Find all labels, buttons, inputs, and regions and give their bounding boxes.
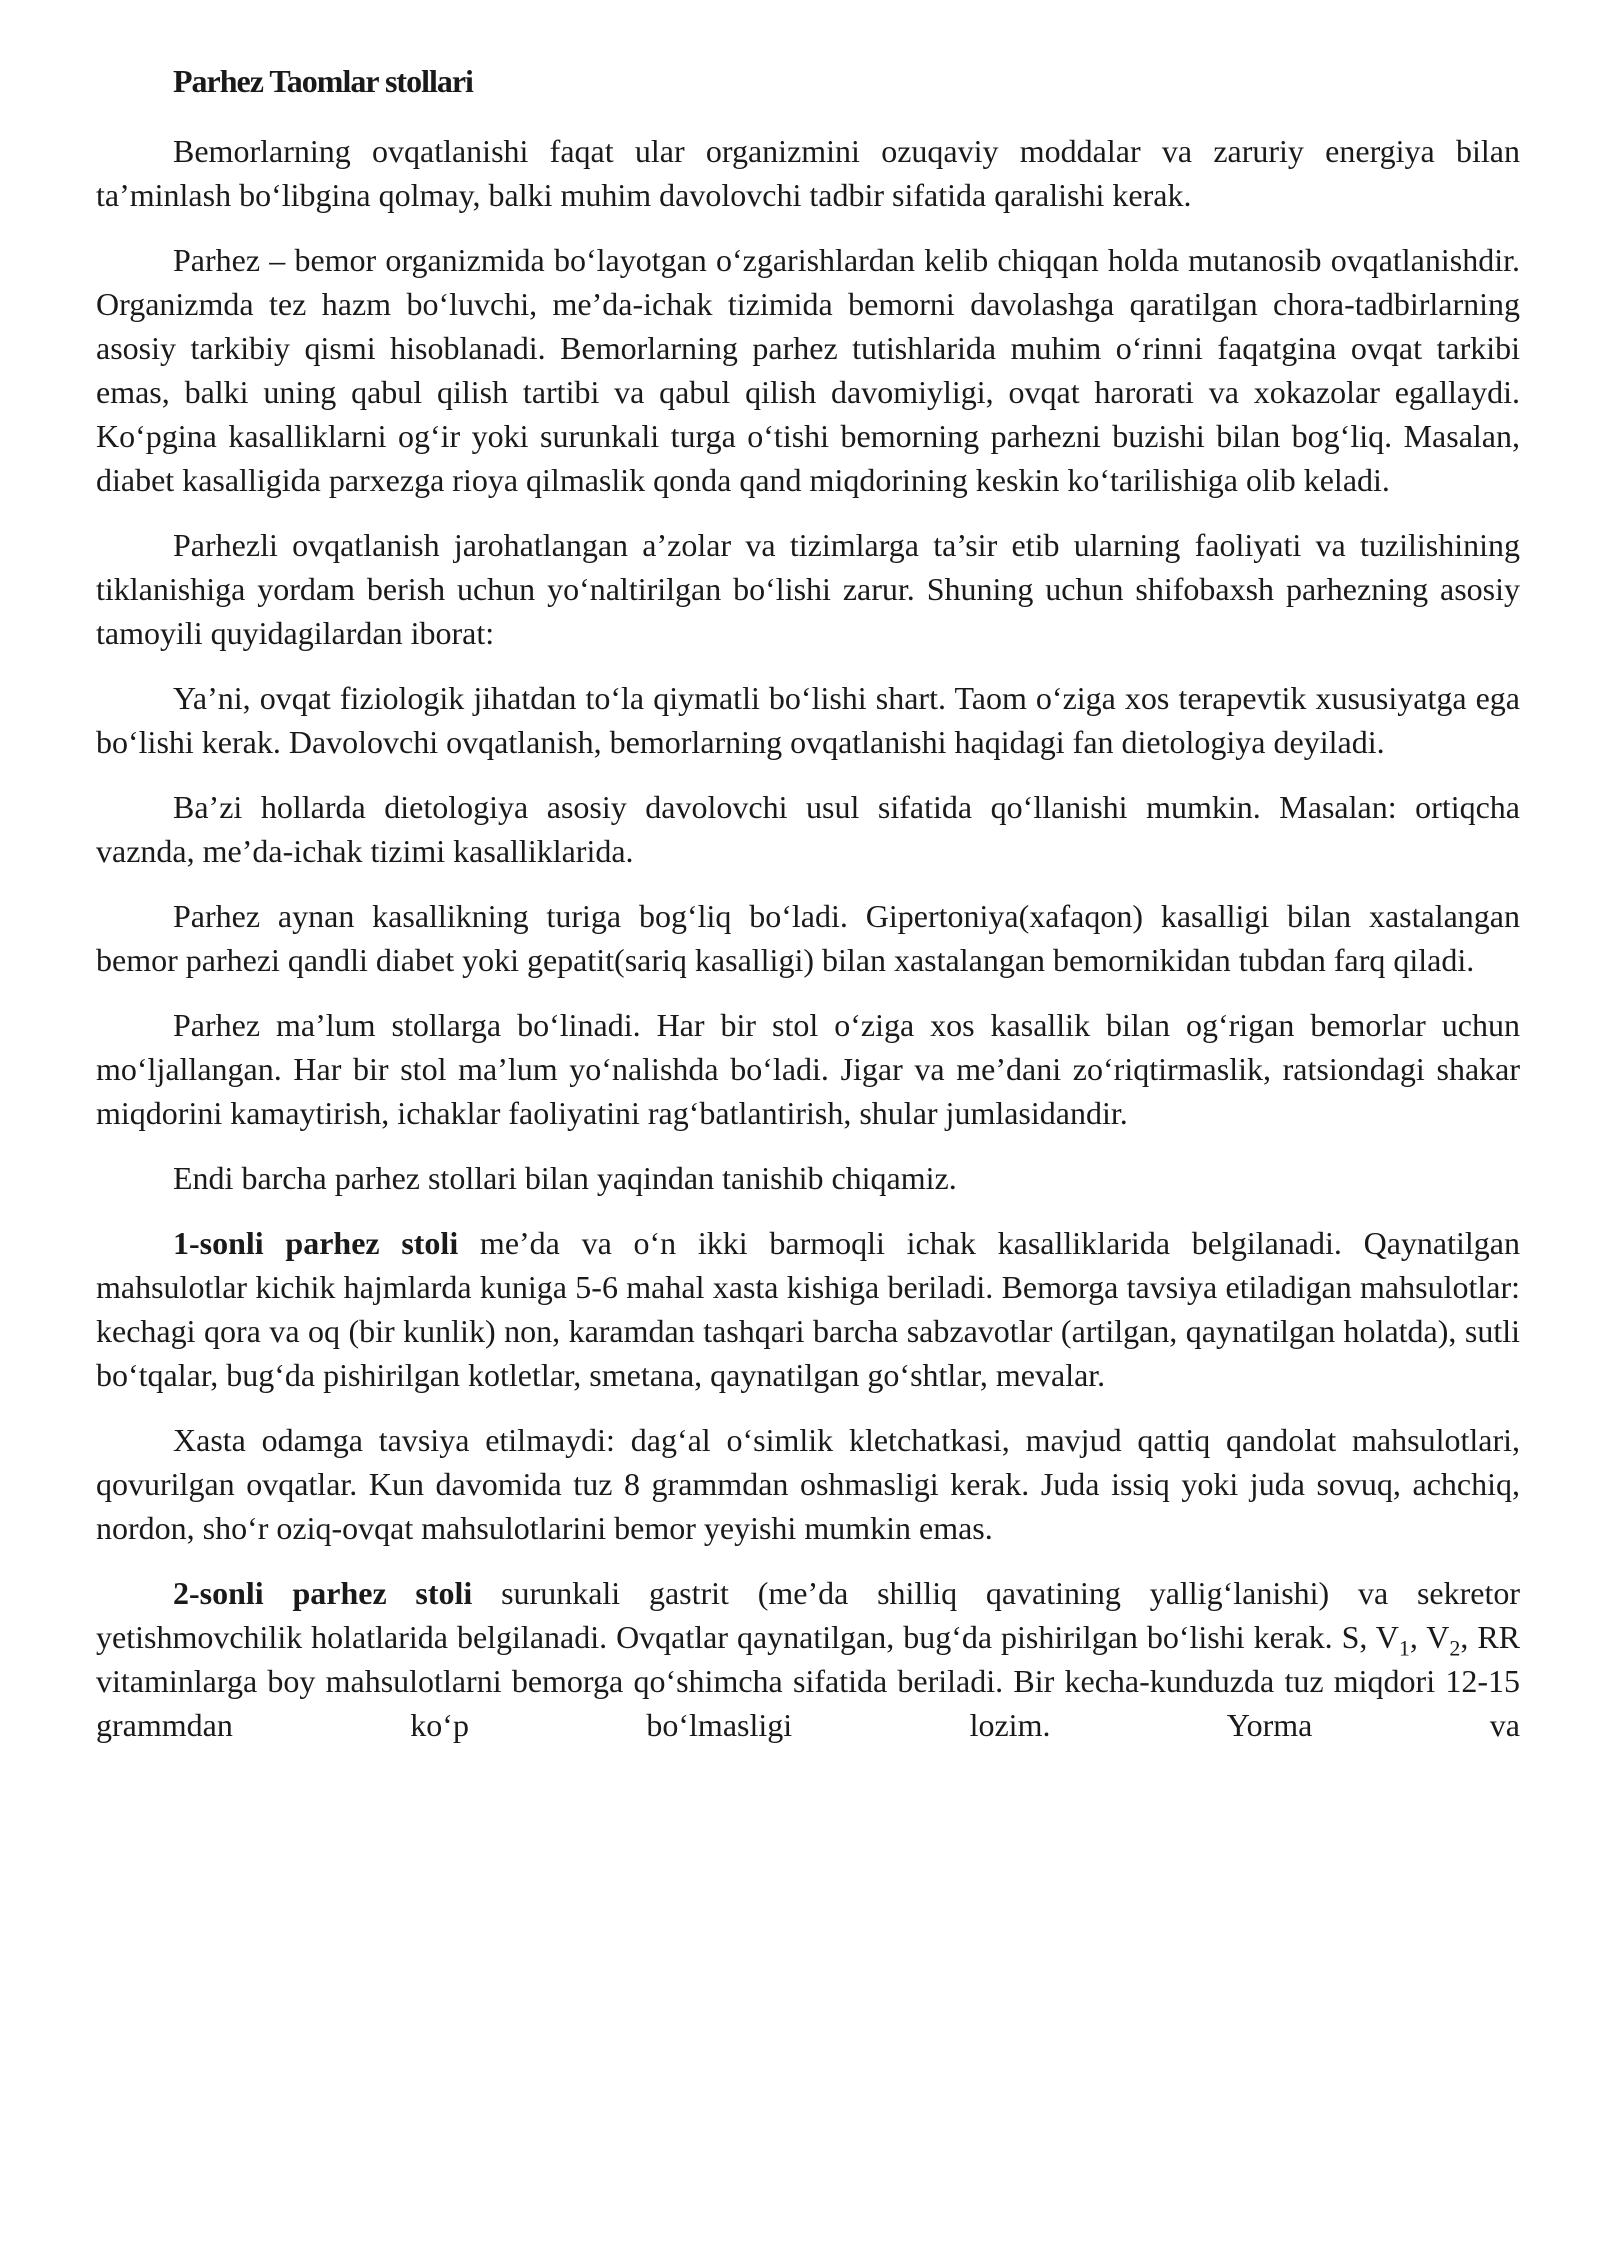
paragraph-intro-tables: Endi barcha parhez stollari bilan yaqindan tanishib chiqamiz. bbox=[173, 1160, 957, 1196]
paragraph-tables-division: Parhez ma’lum stollarga bo‘linadi. Har bir stol o‘ziga xos kasallik bilan og‘rigan bemorlar uchun mo‘ljallangan. Har bir stol ma’lum yo‘nalishda bo‘ladi. Jigar va me’dani zo‘riqtirmaslik, ratsiondagi shakar miqdorini kamaytirish, ichaklar faoliyatini rag‘batlantirish, shular jumlasidandir. bbox=[96, 1007, 1520, 1131]
table-1-text: me’da va o‘n ikki barmoqli ichak kasalliklarida belgilanadi. Qaynatilgan mahsulotlar kichik hajmlarda kuniga 5-6 mahal xasta kishiga beriladi. Bemorga tavsiya etiladigan mahsulotlar: kechagi qora va oq (bir kunlik) non, karamdan tashqari barcha sabzavotlar (artilgan, qaynatilgan holatda), sutli bo‘tqalar, bug‘da pishirilgan kotletlar, smetana, qaynatilgan go‘shtlar, mevalar. bbox=[96, 1225, 1521, 1393]
paragraph-disease-types: Parhez aynan kasallikning turiga bog‘liq bo‘ladi. Gipertoniya(xafaqon) kasalligi bilan xastalangan bemor parhezi qandli diabet yoki gepatit(sariq kasalligi) bilan xastalangan bemornikidan tubdan farq qiladi. bbox=[96, 898, 1520, 978]
paragraph-parhez-definition: Parhez – bemor organizmida bo‘layotgan o‘zgarishlardan kelib chiqqan holda mutanosib ovqatlanishdir. Organizmda tez hazm bo‘luvchi, me’da-ichak tizimida bemorni davolashga qaratilgan chora-tadbirlarning asosiy tarkibiy qismi hisoblanadi. Bemorlarning parhez tutishlarida muhim o‘rinni faqatgina ovqat tarkibi emas, balki uning qabul qilish tartibi va qabul qilish davomiyligi, ovqat harorati va xokazolar egallaydi. Ko‘pgina kasalliklarni og‘ir yoki surunkali turga o‘tishi bemorning parhezni buzishi bilan bog‘liq. Masalan, diabet kasalligida parxezga rioya qilmaslik qonda qand miqdorining keskin ko‘tarilishiga olib keladi. bbox=[96, 242, 1520, 498]
table-2-sub-1: 1 bbox=[1398, 1635, 1410, 1661]
table-2-heading: 2-sonli parhez stoli bbox=[173, 1575, 473, 1611]
paragraph-dietology: Ya’ni, ovqat fiziologik jihatdan to‘la qiymatli bo‘lishi shart. Taom o‘ziga xos terapevtik xususiyatga ega bo‘lishi kerak. Davolovchi ovqatlanish, bemorlarning ovqatlanishi haqidagi fan dietologiya deyiladi. bbox=[96, 680, 1520, 760]
table-2-text-a: surunkali gastrit (me’da shilliq qavatining yallig‘lanishi) va sekretor yetishmovchilik holatlarida belgilanadi. Ovqatlar qaynatilgan, bug‘da pishirilgan bo‘lishi kerak. S, V bbox=[96, 1575, 1520, 1655]
table-1-heading: 1-sonli parhez stoli bbox=[173, 1225, 459, 1261]
paragraph-intro: Bemorlarning ovqatlanishi faqat ular organizmini ozuqaviy moddalar va zaruriy energiya bilan ta’minlash bo‘libgina qolmay, balki muhim davolovchi tadbir sifatida qaralishi kerak. bbox=[96, 133, 1520, 213]
document-title: Parhez Taomlar stollari bbox=[173, 63, 473, 99]
paragraph-parhez-principle: Parhezli ovqatlanish jarohatlangan a’zolar va tizimlarga ta’sir etib ularning faoliyati va tuzilishining tiklanishiga yordam berish uchun yo‘naltirilgan bo‘lishi zarur. Shuning uchun shifobaxsh parhezning asosiy tamoyili quyidagilardan iborat: bbox=[96, 527, 1520, 651]
paragraph-dietology-usage: Ba’zi hollarda dietologiya asosiy davolovchi usul sifatida qo‘llanishi mumkin. Masalan: ortiqcha vaznda, me’da-ichak tizimi kasalliklarida. bbox=[96, 789, 1520, 869]
paragraph-table-2 bbox=[96, 1571, 1520, 1747]
paragraph-table-1 bbox=[96, 1221, 1520, 1397]
table-2-sub-2: 2 bbox=[1449, 1635, 1461, 1661]
table-2-text-b: , V bbox=[1409, 1619, 1450, 1655]
paragraph-table-1-note: Xasta odamga tavsiya etilmaydi: dag‘al o‘simlik kletchatkasi, mavjud qattiq qandolat mahsulotlari, qovurilgan ovqatlar. Kun davomida tuz 8 grammdan oshmasligi kerak. Juda issiq yoki juda sovuq, achchiq, nordon, sho‘r oziq-ovqat mahsulotlarini bemor yeyishi mumkin emas. bbox=[96, 1422, 1520, 1546]
table-2-text-c: , RR vitaminlarga boy mahsulotlarni bemorga qo‘shimcha sifatida beriladi. Bir kecha-kunduzda tuz miqdori 12-15 grammdan ko‘p bo‘lmasligi lozim. Yorma va bbox=[96, 1619, 1520, 1743]
